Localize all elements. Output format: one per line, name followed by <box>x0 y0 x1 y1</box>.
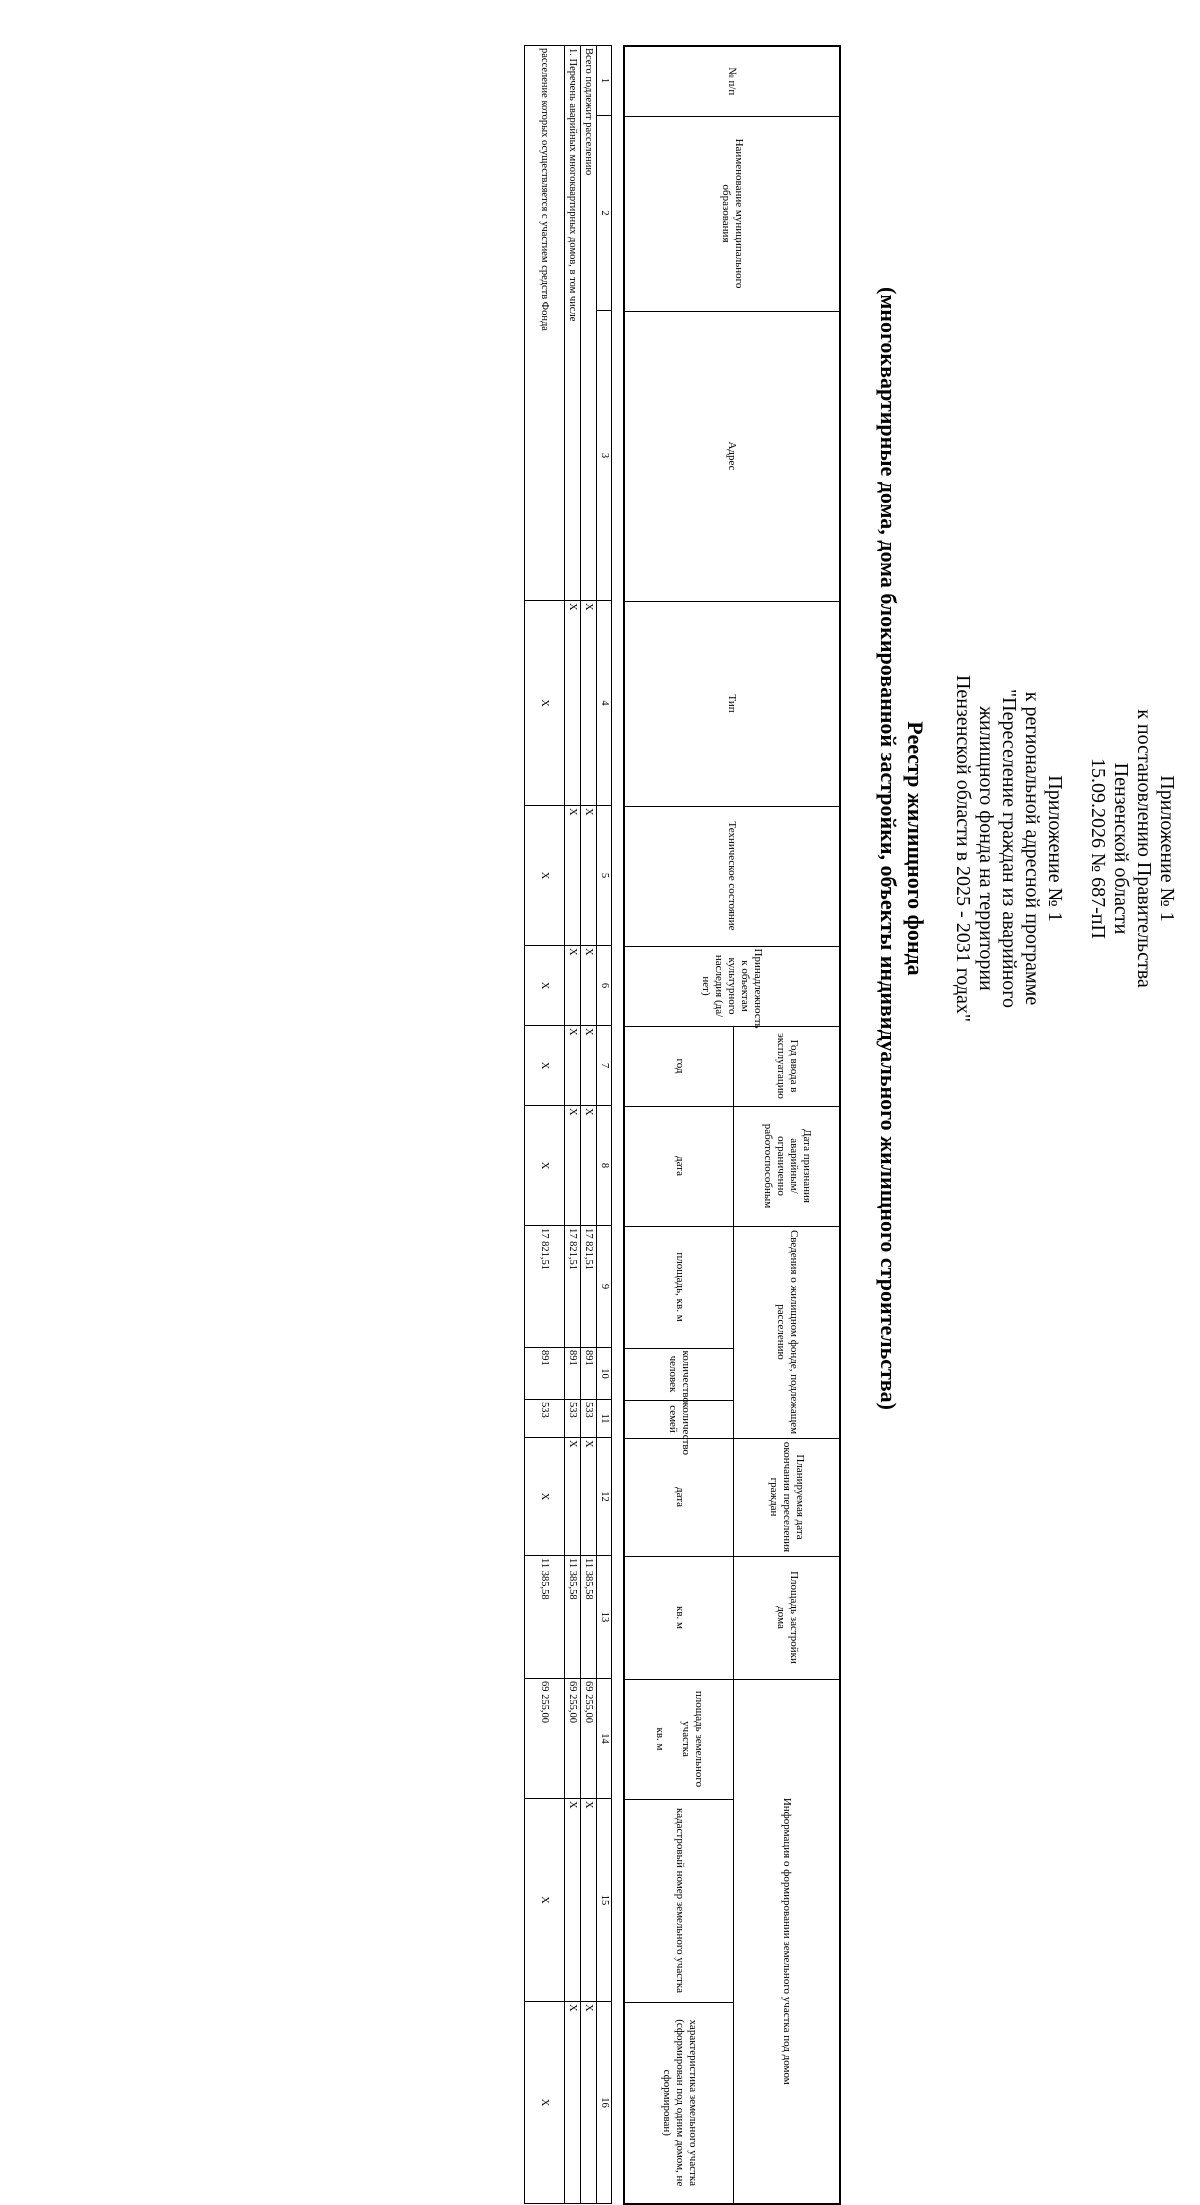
hdr-emergency-date: Дата признания аварийным/ограниченно работоспособным <box>734 1106 840 1226</box>
hdr-people: количество человек <box>624 1348 734 1400</box>
appendix1-line4: 15.09.2026 № 687-пП <box>1087 758 1109 939</box>
cell-year: X <box>565 1026 581 1106</box>
hdr-tech-state: Техническое состояние <box>624 806 840 946</box>
appendix2-line3: "Переселение граждан из аварийного <box>998 688 1020 1008</box>
col-number-4: 4 <box>597 601 612 806</box>
cell-land: 69 255,00 <box>581 1679 597 1799</box>
cell-planned: X <box>565 1438 581 1556</box>
col-number-1: 1 <box>597 46 612 116</box>
hdr-emergency-unit: дата <box>624 1106 734 1226</box>
hdr-heritage: Принадлежность к объектам культурного наследия (да/нет) <box>624 946 840 1026</box>
cell-heritage: X <box>565 946 581 1026</box>
col-number-13: 13 <box>597 1556 612 1679</box>
cell-families: 533 <box>525 1400 565 1438</box>
cell-land-char: X <box>525 2002 565 2204</box>
col-number-2: 2 <box>597 116 612 311</box>
cell-people: 891 <box>565 1348 581 1400</box>
cell-building: 11 385,58 <box>525 1556 565 1679</box>
page-title: Реестр жилищного фонда <box>903 721 928 976</box>
hdr-land-char: характеристика земельного участка (сформирован под одним домом, не сформирован) <box>624 2002 734 2204</box>
hdr-cadastral: кадастровый номер земельного участка <box>624 1799 734 2002</box>
col-number-15: 15 <box>597 1799 612 2002</box>
cell-emergency: X <box>565 1106 581 1226</box>
cell-type: X <box>565 601 581 806</box>
col-number-9: 9 <box>597 1226 612 1348</box>
hdr-address: Адрес <box>624 311 840 601</box>
table-row <box>565 46 581 2204</box>
appendix1-line1: Приложение № 1 <box>1156 775 1178 922</box>
cell-heritage: X <box>525 946 565 1026</box>
cell-cadastral: X <box>581 1799 597 2002</box>
table-row <box>581 46 597 2204</box>
cell-type: X <box>581 601 597 806</box>
appendix1-line3: Пензенской области <box>1110 762 1132 935</box>
row-label: 1. Перечень аварийных многоквартирных домов, в том числе <box>565 46 581 601</box>
col-number-12: 12 <box>597 1438 612 1556</box>
col-number-7: 7 <box>597 1026 612 1106</box>
cell-building: 11 385,58 <box>581 1556 597 1679</box>
col-number-3: 3 <box>597 311 612 601</box>
col-number-14: 14 <box>597 1679 612 1799</box>
cell-year: X <box>581 1026 597 1106</box>
row-label: Всего подлежит расселению <box>581 46 597 601</box>
cell-tech: X <box>525 806 565 946</box>
hdr-year-unit: год <box>624 1026 734 1106</box>
hdr-building-unit: кв. м <box>624 1556 734 1679</box>
col-number-5: 5 <box>597 806 612 946</box>
cell-heritage: X <box>581 946 597 1026</box>
cell-land-char: X <box>565 2002 581 2204</box>
cell-families: 533 <box>565 1400 581 1438</box>
cell-cadastral: X <box>525 1799 565 2002</box>
hdr-planned-date: Планируемая дата окончания переселения граждан <box>734 1438 840 1556</box>
cell-land: 69 255,00 <box>565 1679 581 1799</box>
col-number-6: 6 <box>597 946 612 1026</box>
cell-tech: X <box>565 806 581 946</box>
cell-planned: X <box>525 1438 565 1556</box>
appendix1-line2: к постановлению Правительства <box>1133 709 1155 988</box>
col-number-10: 10 <box>597 1348 612 1400</box>
column-numbers-row <box>597 46 612 2204</box>
hdr-families: количество семей <box>624 1400 734 1438</box>
table-row <box>525 46 565 2204</box>
hdr-municipality: Наименование муниципального образования <box>624 116 840 311</box>
cell-area: 17 821,51 <box>581 1226 597 1348</box>
hdr-num: № п/п <box>624 46 840 116</box>
hdr-planned-unit: дата <box>624 1438 734 1556</box>
hdr-land-area-label: площадь земельного участка <box>680 1690 706 1788</box>
cell-people: 891 <box>525 1348 565 1400</box>
col-number-8: 8 <box>597 1106 612 1226</box>
hdr-type: Тип <box>624 601 840 806</box>
hdr-housing-info: Сведения о жилищном фонде, подлежащем расселению <box>734 1226 840 1438</box>
cell-area: 17 821,51 <box>565 1226 581 1348</box>
hdr-year: Год ввода в эксплуатацию <box>734 1026 840 1106</box>
col-number-11: 11 <box>597 1400 612 1438</box>
row-label: расселение которых осуществляется с участием средств Фонда <box>525 46 565 601</box>
cell-families: 533 <box>581 1400 597 1438</box>
cell-type: X <box>525 601 565 806</box>
cell-people: 891 <box>581 1348 597 1400</box>
appendix2-line1: Приложение № 1 <box>1044 775 1066 922</box>
registry-header-table <box>623 45 841 2205</box>
cell-year: X <box>525 1026 565 1106</box>
cell-land: 69 255,00 <box>525 1679 565 1799</box>
col-number-16: 16 <box>597 2002 612 2204</box>
cell-emergency: X <box>525 1106 565 1226</box>
appendix2-line2: к региональной адресной программе <box>1021 691 1043 1006</box>
cell-tech: X <box>581 806 597 946</box>
page-subtitle: (многоквартирные дома, дома блокированной застройки, объекты индивидуального жилищного строительства) <box>876 287 901 1410</box>
registry-body-table <box>524 45 612 2204</box>
hdr-land-info: Информация о формировании земельного участка под домом <box>734 1679 840 2204</box>
appendix2-line5: Пензенской области в 2025 - 2031 годах" <box>952 674 974 1023</box>
cell-emergency: X <box>581 1106 597 1226</box>
hdr-land-unit: кв. м <box>654 1727 667 1751</box>
hdr-land-area <box>624 1679 734 1799</box>
cell-planned: X <box>581 1438 597 1556</box>
appendix2-line4: жилищного фонда на территории <box>975 706 997 991</box>
cell-land-char: X <box>581 2002 597 2204</box>
hdr-area-sqm: площадь, кв. м <box>624 1226 734 1348</box>
cell-building: 11 385,58 <box>565 1556 581 1679</box>
cell-cadastral: X <box>565 1799 581 2002</box>
hdr-building-area: Площадь застройки дома <box>734 1556 840 1679</box>
cell-area: 17 821,51 <box>525 1226 565 1348</box>
